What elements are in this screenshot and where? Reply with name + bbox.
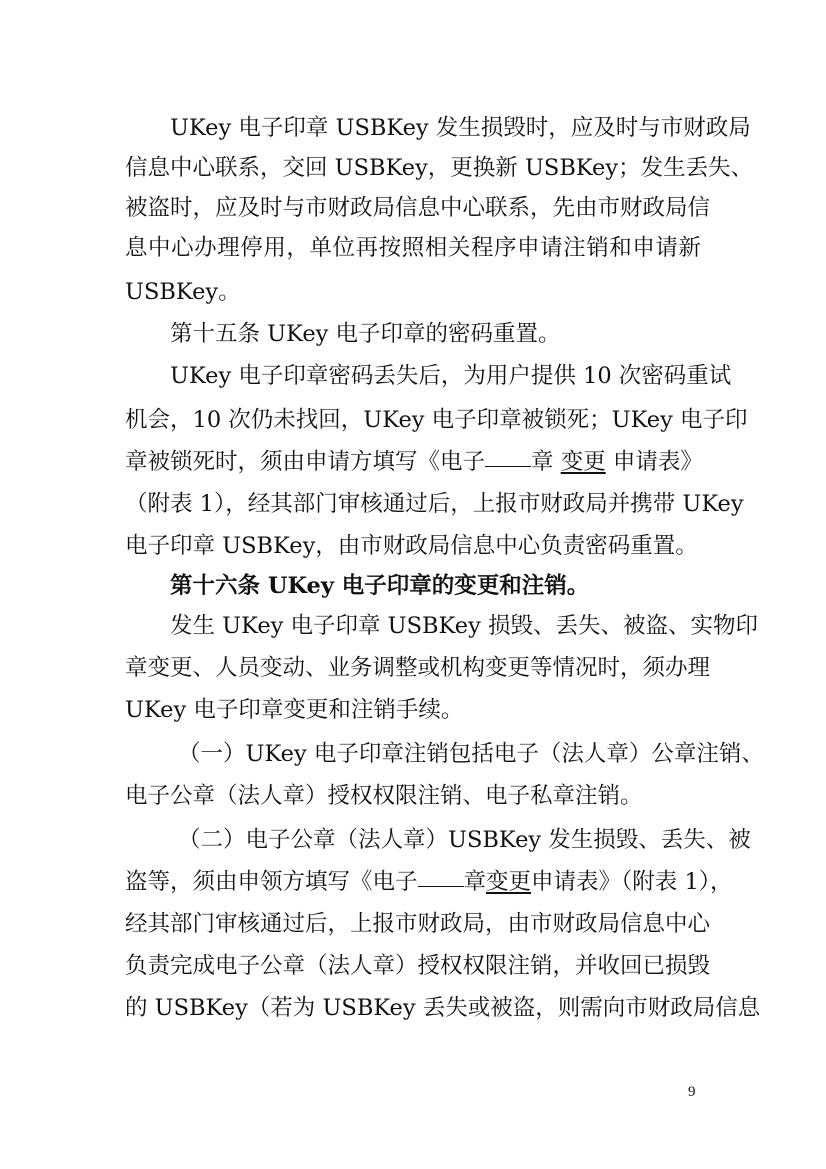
article-heading: 第十六条 UKey 电子印章的变更和注销。 — [170, 573, 590, 599]
paragraph-line: 负责完成电子公章（法人章）授权权限注销，并收回已损毁 — [125, 953, 711, 979]
underlined-text: 变更 — [486, 869, 532, 895]
fill-blank — [485, 444, 531, 468]
article-heading: 第十五条 UKey 电子印章的密码重置。 — [170, 321, 561, 347]
paragraph-line: 电子印章 USBKey，由市财政局信息中心负责密码重置。 — [125, 533, 698, 559]
paragraph-line: （一）UKey 电子印章注销包括电子（法人章）公章注销、 — [178, 741, 764, 767]
paragraph-line: 发生 UKey 电子印章 USBKey 损毁、丢失、被盗、实物印 — [170, 613, 758, 639]
paragraph-line: 经其部门审核通过后，上报市财政局，由市财政局信息中心 — [125, 911, 711, 937]
paragraph-line: UKey 电子印章变更和注销手续。 — [125, 697, 464, 723]
text-segment: 章 — [463, 869, 487, 895]
fill-blank — [418, 864, 464, 888]
paragraph-line: 电子公章（法人章）授权权限注销、电子私章注销。 — [125, 783, 643, 809]
text-segment: 章 — [531, 449, 554, 475]
text-segment: 盗等，须由申领方填写《电子 — [125, 869, 418, 895]
paragraph-line: 息中心办理停用，单位再按照相关程序申请注销和申请新 — [125, 235, 701, 261]
paragraph-line: 被盗时，应及时与市财政局信息中心联系，先由市财政局信 — [125, 195, 711, 221]
paragraph-line: （二）电子公章（法人章）USBKey 发生损毁、丢失、被 — [178, 827, 751, 853]
text-segment: 章被锁死时，须由申请方填写《电子 — [125, 449, 486, 475]
paragraph-line — [125, 442, 701, 482]
text-segment: 申请表》（附表 1）， — [531, 869, 733, 895]
paragraph-line: 信息中心联系，交回 USBKey，更换新 USBKey；发生丢失、 — [125, 155, 754, 181]
paragraph-line: 机会，10 次仍未找回，UKey 电子印章被锁死；UKey 电子印 — [125, 407, 748, 433]
paragraph-line: UKey 电子印章 USBKey 发生损毁时，应及时与市财政局 — [170, 115, 751, 141]
text-segment: 申请表》 — [612, 449, 703, 475]
paragraph-line: USBKey。 — [125, 279, 241, 305]
paragraph-line: UKey 电子印章密码丢失后，为用户提供 10 次密码重试 — [170, 363, 732, 389]
paragraph-line: （附表 1），经其部门审核通过后，上报市财政局并携带 UKey — [125, 491, 744, 517]
paragraph-line: 的 USBKey（若为 USBKey 丢失或被盗，则需向市财政局信息 — [125, 995, 761, 1021]
paragraph-line: 章变更、人员变动、业务调整或机构变更等情况时，须办理 — [125, 655, 711, 681]
underlined-text: 变更 — [560, 449, 606, 475]
page-number: 9 — [688, 1084, 696, 1100]
paragraph-line — [125, 862, 733, 902]
